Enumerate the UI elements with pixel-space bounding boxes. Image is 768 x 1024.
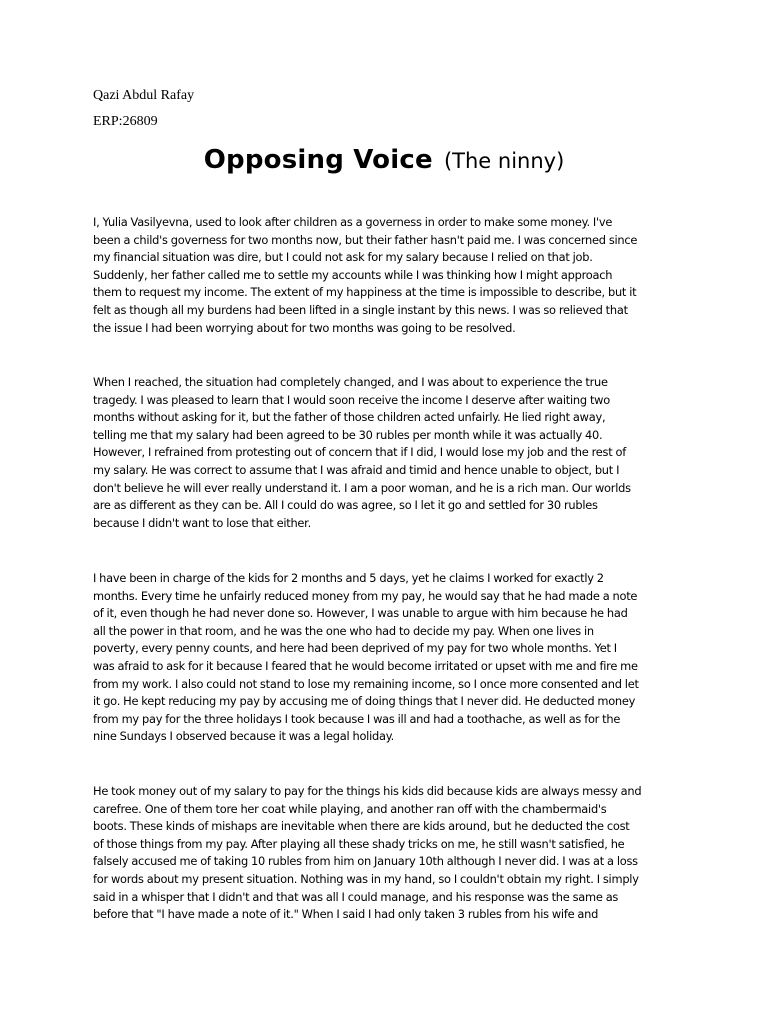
paragraph-line: for words about my present situation. Nothing was in my hand, so I couldn't obtain my right. I simply [93, 871, 639, 886]
paragraph-line: been a child's governess for two months now, but their father hasn't paid me. I was concerned since [93, 232, 638, 247]
paragraph-line: months without asking for it, but the father of those children acted unfairly. He lied right away, [93, 410, 606, 425]
paragraph-3 [93, 570, 683, 746]
paragraph-line: telling me that my salary had been agreed to be 30 rubles per month while it was actually 40. [93, 427, 603, 442]
document-title [0, 138, 768, 176]
paragraph-line: nine Sundays I observed because it was a legal holiday. [93, 729, 394, 744]
paragraph-line: the issue I had been worrying about for two months was going to be resolved. [93, 320, 516, 335]
paragraph-line: all the power in that room, and he was the one who had to decide my pay. When one lives in [93, 623, 594, 638]
erp-number: ERP:26809 [93, 114, 158, 129]
paragraph-line: Suddenly, her father called me to settle my accounts while I was thinking how I might approach [93, 267, 613, 282]
paragraph-line: them to request my income. The extent of my happiness at the time is impossible to describe, but it [93, 285, 637, 300]
paragraph-1 [93, 214, 683, 337]
paragraph-line: tragedy. I was pleased to learn that I would soon receive the income I deserve after waiting two [93, 392, 610, 407]
title-main: Opposing Voice [203, 145, 433, 175]
paragraph-line: I have been in charge of the kids for 2 months and 5 days, yet he claims I worked for exactly 2 [93, 571, 604, 585]
paragraph-line: before that "I have made a note of it." When I said I had only taken 3 rubles from his wife and [93, 907, 599, 922]
paragraph-line: don't believe he will ever really understand it. I am a poor woman, and he is a rich man. Our worlds [93, 480, 631, 495]
paragraph-line: poverty, every penny counts, and here had been deprived of my pay for two whole months. Yet I [93, 641, 617, 656]
paragraph-line: it go. He kept reducing my pay by accusing me of doing things that I never did. He deducted money [93, 694, 636, 709]
paragraph-line: are as different as they can be. All I could do was agree, so I let it go and settled for 30 rubles [93, 498, 598, 513]
paragraph-line: boots. These kinds of mishaps are inevitable when there are kids around, but he deducted the cost [93, 819, 630, 834]
paragraph-line: of those things from my pay. After playing all these shady tricks on me, he still wasn't satisfied, he [93, 836, 625, 851]
paragraph-line: falsely accused me of taking 10 rubles from him on January 10th although I never did. I was at a loss [93, 854, 638, 869]
paragraph-line: was afraid to ask for it because I feared that he would become irritated or upset with me and fire me [93, 658, 638, 673]
paragraph-line: said in a whisper that I didn't and that was all I could manage, and his response was the same as [93, 889, 619, 904]
paragraph-line: felt as though all my burdens had been lifted in a single instant by this news. I was so relieved that [93, 302, 628, 317]
title-subtitle: (The ninny) [443, 149, 565, 173]
paragraph-4 [93, 783, 683, 924]
paragraph-line: my salary. He was correct to assume that I was afraid and timid and hence unable to object, but I [93, 462, 620, 477]
author-name: Qazi Abdul Rafay [93, 88, 195, 103]
paragraph-line: my financial situation was dire, but I could not ask for my salary because I relied on that job. [93, 250, 593, 265]
paragraph-line: However, I refrained from protesting out of concern that if I did, I would lose my job and the rest of [93, 445, 626, 460]
paragraph-line: months. Every time he unfairly reduced money from my pay, he would say that he had made a note [93, 588, 638, 603]
paragraph-line: of it, even though he had never done so. However, I was unable to argue with him because he had [93, 606, 628, 621]
paragraph-2 [93, 374, 683, 532]
paragraph-line: because I didn't want to lose that either. [93, 515, 311, 530]
paragraph-line: carefree. One of them tore her coat while playing, and another ran off with the chambermaid's [93, 801, 607, 816]
paragraph-line: When I reached, the situation had completely changed, and I was about to experience the true [93, 375, 608, 389]
paragraph-line: I, Yulia Vasilyevna, used to look after children as a governess in order to make some money. I've [93, 215, 613, 229]
paragraph-line: from my pay for the three holidays I took because I was ill and had a toothache, as well as for the [93, 711, 621, 726]
paragraph-line: from my work. I also could not stand to lose my remaining income, so I once more consented and let [93, 676, 639, 691]
paragraph-line: He took money out of my salary to pay for the things his kids did because kids are always messy and [93, 784, 642, 798]
